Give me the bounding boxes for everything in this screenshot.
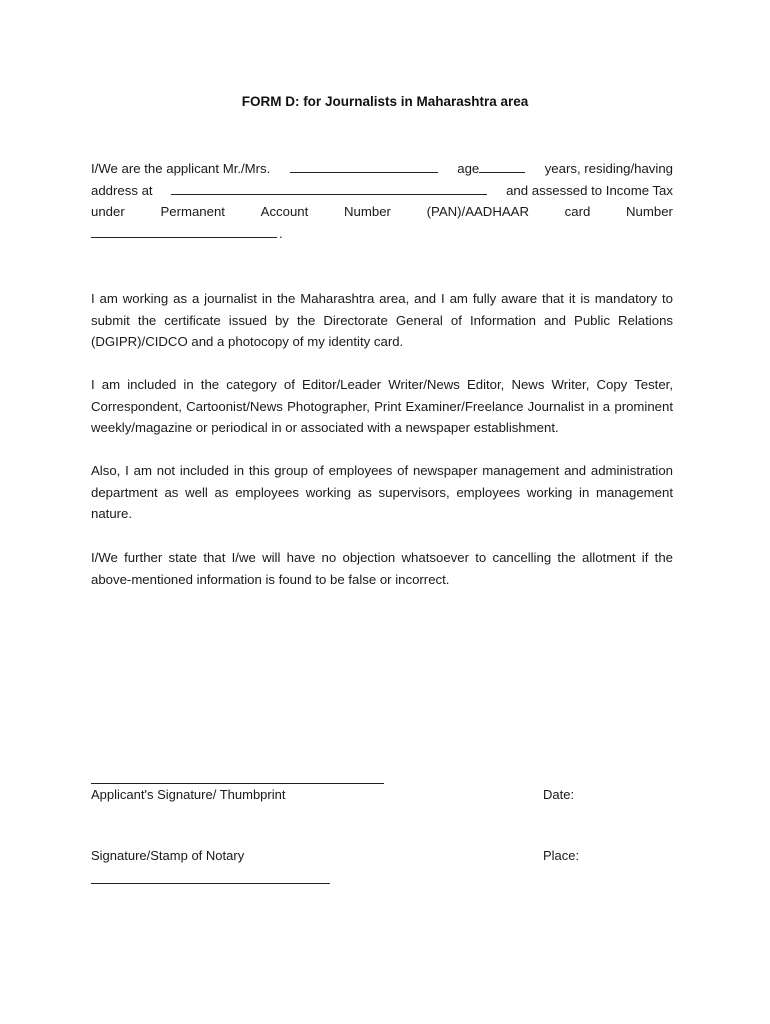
declaration-line-1 — [91, 158, 673, 180]
declaration-age-text: age — [457, 161, 480, 176]
date-label: Date: — [543, 787, 575, 802]
declaration-income-tax-text: and assessed to Income Tax — [506, 182, 673, 198]
declaration-line-2 — [91, 180, 673, 202]
age-blank[interactable] — [479, 158, 525, 173]
applicant-signature-line[interactable] — [91, 783, 384, 784]
notary-signature-line[interactable] — [91, 883, 330, 884]
declaration-applicant-text: I/We are the applicant Mr./Mrs. — [91, 161, 271, 176]
declaration-address-text: address at — [91, 182, 153, 198]
paragraph-objection-statement: I/We further state that I/we will have no objection whatsoever to cancelling the allotment if the above-mentioned information is found to be false or incorrect. — [91, 550, 673, 587]
declaration-word: (PAN)/AADHAAR — [426, 204, 529, 219]
declaration-word: Number — [344, 204, 391, 219]
paragraph-journalist-statement: I am working as a journalist in the Maharashtra area, and I am fully aware that it is mandatory to submit the certificate issued by the Directorate General of Information and Public Relations (DGIPR)/CIDCO and a photocopy of my identity card. — [91, 291, 673, 349]
applicant-name-blank[interactable] — [290, 158, 438, 173]
declaration-line-4 — [91, 223, 673, 245]
declaration-word: Account — [260, 204, 309, 219]
declaration-word: card — [564, 204, 591, 219]
pan-aadhaar-blank[interactable] — [91, 223, 277, 238]
form-title: FORM D: for Journalists in Maharashtra area — [241, 94, 529, 109]
declaration-block — [91, 158, 673, 244]
declaration-period: . — [279, 225, 283, 241]
declaration-word: Permanent — [160, 204, 225, 219]
address-blank[interactable] — [171, 180, 487, 195]
declaration-line-3 — [91, 201, 673, 223]
paragraph-exclusion-statement: Also, I am not included in this group of employees of newspaper management and administration department as well as employees working as supervisors, employees working in management nature. — [91, 463, 673, 521]
declaration-word: Number — [626, 204, 673, 219]
declaration-word: under — [91, 204, 125, 219]
applicant-signature-label: Applicant's Signature/ Thumbprint — [91, 787, 286, 802]
paragraph-category-statement: I am included in the category of Editor/Leader Writer/News Editor, News Writer, Copy Tester, Correspondent, Cartoonist/News Photographer, Print Examiner/Freelance Journalist in a prominent weekly/magazine or periodical in or associated with a newspaper establishment. — [91, 377, 673, 435]
notary-signature-label: Signature/Stamp of Notary — [91, 848, 245, 863]
declaration-years-text: years, residing/having — [544, 161, 673, 176]
place-label: Place: — [543, 848, 580, 863]
